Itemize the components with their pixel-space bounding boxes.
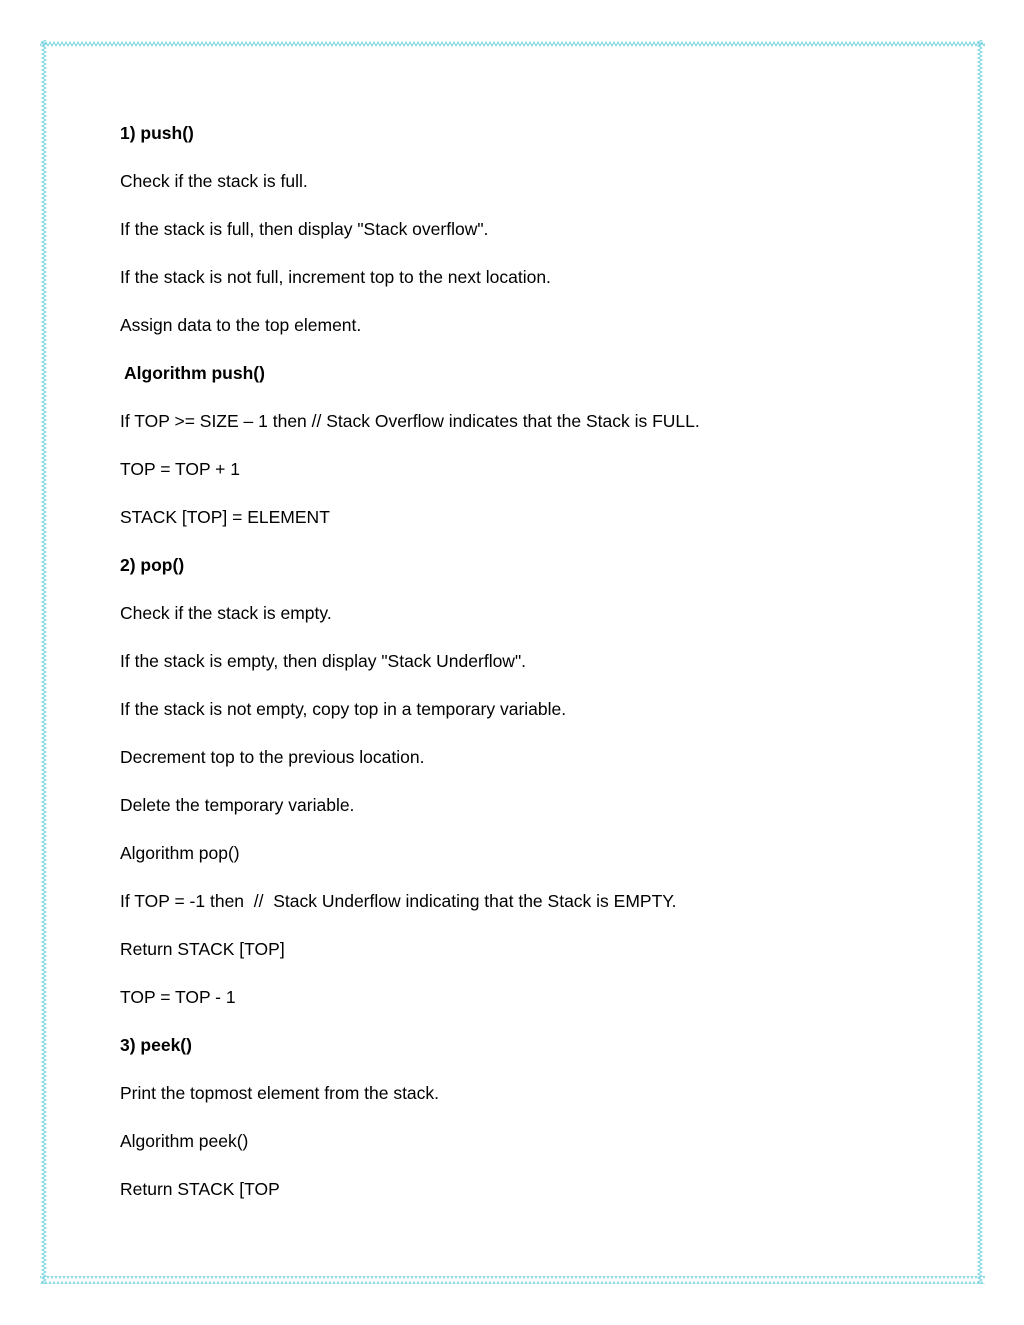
text-line: Print the topmost element from the stack. [120, 1083, 440, 1103]
text-line: If the stack is empty, then display "Stack Underflow". [120, 651, 527, 671]
heading-peek: 3) peek() [120, 1035, 192, 1055]
text-line: Decrement top to the previous location. [120, 747, 425, 767]
text-line: STACK [TOP] = ELEMENT [120, 507, 330, 527]
heading-push: 1) push() [120, 123, 194, 143]
text-line: Return STACK [TOP] [120, 939, 285, 959]
text-line: Check if the stack is empty. [120, 603, 332, 623]
document-body [120, 118, 920, 1222]
text-line: TOP = TOP - 1 [120, 987, 236, 1007]
text-line: Check if the stack is full. [120, 171, 308, 191]
text-line: Return STACK [TOP [120, 1179, 280, 1199]
text-line: TOP = TOP + 1 [120, 459, 240, 479]
text-line: If TOP >= SIZE – 1 then // Stack Overflow indicates that the Stack is FULL. [120, 411, 700, 431]
text-line: If TOP = -1 then // Stack Underflow indicating that the Stack is EMPTY. [120, 891, 677, 911]
text-line: If the stack is not empty, copy top in a temporary variable. [120, 699, 567, 719]
text-line: Assign data to the top element. [120, 315, 362, 335]
text-line: If the stack is not full, increment top to the next location. [120, 267, 551, 287]
text-line: If the stack is full, then display "Stack overflow". [120, 219, 489, 239]
algorithm-peek-label: Algorithm peek() [120, 1131, 249, 1151]
text-line: Delete the temporary variable. [120, 795, 355, 815]
heading-pop: 2) pop() [120, 555, 185, 575]
heading-algorithm-push: Algorithm push() [124, 363, 265, 383]
algorithm-pop-label: Algorithm pop() [120, 843, 240, 863]
